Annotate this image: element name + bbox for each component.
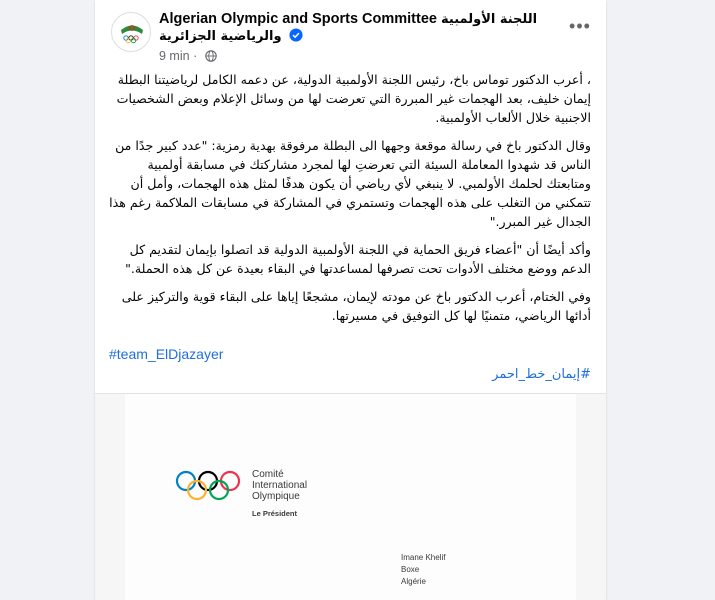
coa-logo-icon bbox=[112, 13, 151, 52]
post-card bbox=[95, 0, 606, 600]
page-name-arabic-part2[interactable]: والرياضية الجزائرية bbox=[159, 29, 282, 44]
page-name-english[interactable]: Algerian Olympic and Sports Committee bbox=[159, 11, 437, 27]
post-body bbox=[109, 70, 591, 334]
verified-badge-icon bbox=[289, 28, 303, 42]
more-options-button[interactable]: ••• bbox=[569, 16, 591, 36]
ioc-name-line1: Comité bbox=[252, 469, 284, 480]
ioc-name-line3: Olympique bbox=[252, 491, 300, 502]
letter-addressee bbox=[401, 552, 445, 588]
post-paragraph-2: وقال الدكتور باخ في رسالة موقعة وجهها الى البطلة مرفوقة بهدية رمزية: "عدد كبير جدًا من الناس قد شهدوا المعاملة السيئة التي تعرضتِ لها لمجرد مشاركتك في مسابقة أولمبية ومتابعتك لحلمك الأولمبي. لا ينبغي لأي رياضي أن يكون هدفًا لمثل هذه الهجمات، وأمل أن تتمكني من التغلب على هذه الهجمات وتستمري في المشاركة في مسابقات الملاكمة رغم هذا الجدال غير المبرر." bbox=[109, 138, 591, 229]
post-header bbox=[95, 0, 606, 68]
olympic-rings-icon bbox=[175, 470, 241, 502]
hashtag-imane[interactable]: #إيمان_خط_احمر bbox=[492, 367, 591, 382]
post-time[interactable]: 9 min bbox=[159, 49, 190, 63]
post-paragraph-3: وأكد أيضًا أن "أعضاء فريق الحماية في اللجنة الأولمبية الدولية قد اتصلوا بإيمان لتقديم كل الدعم ووضع مختلف الأدوات تحت تصرفها لمساعدتها في البقاء بعيدة عن كل هذه الحملة." bbox=[125, 242, 591, 276]
post-photo[interactable] bbox=[95, 393, 606, 600]
addressee-country: Algérie bbox=[401, 577, 426, 586]
page-name-line2[interactable] bbox=[159, 28, 539, 46]
ioc-letter bbox=[125, 394, 576, 600]
page-name-arabic-part1[interactable]: اللجنة الأولمبية bbox=[441, 12, 538, 27]
post-paragraph-4: وفي الختام، أعرب الدكتور باخ عن مودته لإيمان، مشجعًا إياها على البقاء قوية والتركيز على أدائها الرياضي، متمنيًا لها كل التوفيق في مسيرتها. bbox=[121, 289, 591, 323]
page-name[interactable] bbox=[159, 10, 539, 29]
addressee-sport: Boxe bbox=[401, 565, 420, 574]
ioc-name-line2: International bbox=[252, 480, 308, 491]
hashtag-team-eldjazayer[interactable]: #team_ElDjazayer bbox=[109, 346, 224, 362]
ioc-name bbox=[252, 469, 372, 502]
globe-icon bbox=[205, 50, 217, 62]
addressee-name: Imane Khelif bbox=[401, 553, 446, 562]
meta-separator: · bbox=[193, 49, 198, 63]
post-paragraph-1: ، أعرب الدكتور توماس باخ، رئيس اللجنة الأولمبية الدولية، عن دعمه الكامل لرياضيتنا البطلة إيمان خليف، بعد الهجمات غير المبررة التي تعرضت لها من وسائل الإعلام وبعض الشخصيات الاجنبية خلال الألعاب الأولمبية. bbox=[116, 72, 591, 125]
post-meta bbox=[159, 48, 217, 64]
ioc-president-label: Le Président bbox=[252, 509, 298, 518]
page-avatar[interactable] bbox=[111, 12, 151, 52]
